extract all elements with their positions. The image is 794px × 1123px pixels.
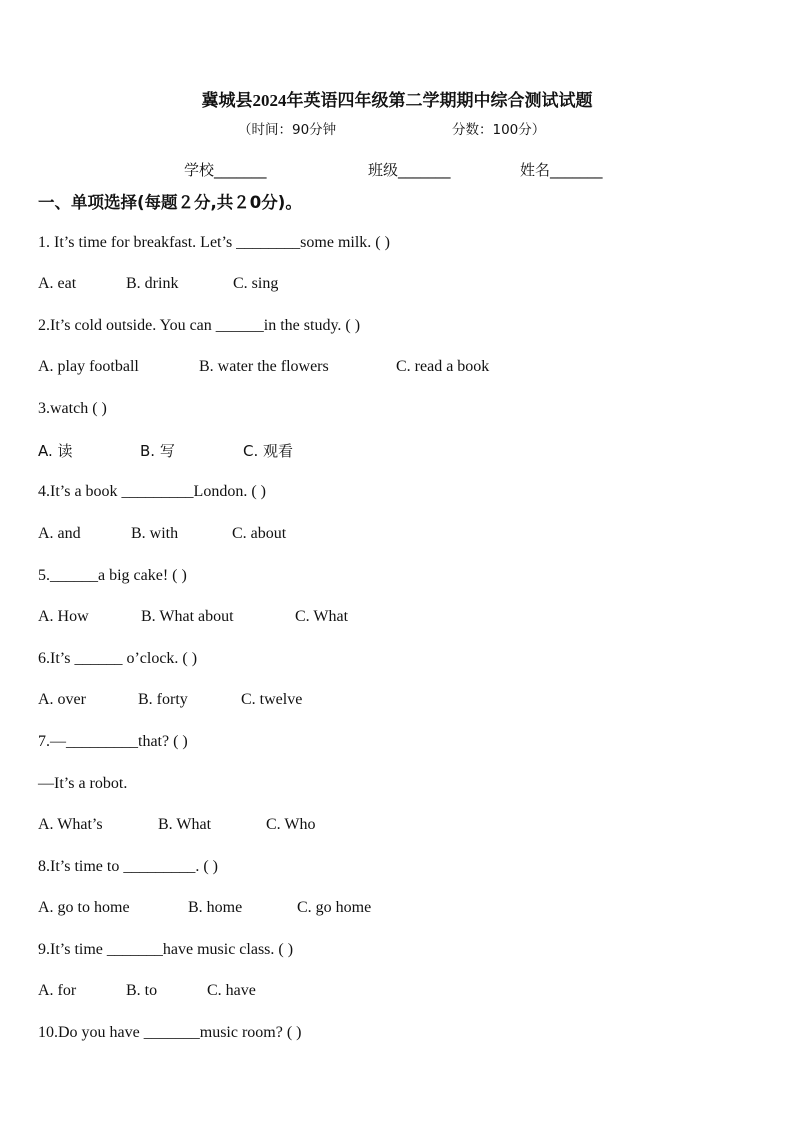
question-3: 3.watch ( )	[38, 400, 107, 417]
option: A. go to home	[38, 899, 130, 916]
option: B. with	[131, 525, 179, 542]
option: B. to	[126, 982, 158, 999]
question-2: 2.It’s cold outside. You can ______in the study. ( )	[38, 317, 361, 334]
option: A. play football	[38, 358, 139, 375]
option: A. over	[38, 691, 86, 708]
option: A. 读	[38, 442, 73, 460]
name-field: 姓名_______	[520, 161, 603, 179]
class-field: 班级_______	[368, 161, 451, 179]
option: B. What	[158, 816, 212, 833]
option: A. What’s	[38, 816, 103, 833]
option: C. have	[207, 982, 256, 999]
question-5: 5.______a big cake! ( )	[38, 567, 187, 584]
option: B. 写	[140, 442, 175, 460]
school-field: 学校_______	[184, 161, 267, 179]
option: C. about	[232, 525, 287, 542]
option: C. sing	[233, 275, 279, 292]
section-heading: 一、单项选择(每题２分,共２0分)。	[38, 193, 302, 212]
option: A. and	[38, 525, 81, 542]
option: C. twelve	[241, 691, 303, 708]
option: C. read a book	[396, 358, 490, 375]
question-8: 8.It’s time to _________. ( )	[38, 858, 218, 875]
option: C. Who	[266, 816, 316, 833]
option: C. What	[295, 608, 349, 625]
question-1: 1. It’s time for breakfast. Let’s ________some milk. ( )	[38, 234, 390, 251]
option: A. eat	[38, 275, 77, 292]
option: B. drink	[126, 275, 179, 292]
option: B. home	[188, 899, 243, 916]
option: B. water the flowers	[199, 358, 329, 375]
option: A. How	[38, 608, 89, 625]
option: A. for	[38, 982, 77, 999]
question-6: 6.It’s ______ o’clock. ( )	[38, 650, 198, 667]
question-7-line2: —It’s a robot.	[38, 775, 128, 792]
question-9: 9.It’s time _______have music class. ( )	[38, 941, 294, 958]
option: C. 观看	[243, 442, 294, 460]
option: C. go home	[297, 899, 372, 916]
option: B. forty	[138, 691, 188, 708]
option: B. What about	[141, 608, 234, 625]
exam-time: （时间：90分钟	[238, 122, 337, 138]
exam-score: 分数：100分）	[452, 122, 546, 138]
question-7: 7.—_________that? ( )	[38, 733, 188, 750]
question-4: 4.It’s a book _________London. ( )	[38, 483, 266, 500]
question-10: 10.Do you have _______music room? ( )	[38, 1024, 302, 1041]
exam-title: 冀城县2024年英语四年级第二学期期中综合测试试题	[201, 91, 593, 110]
